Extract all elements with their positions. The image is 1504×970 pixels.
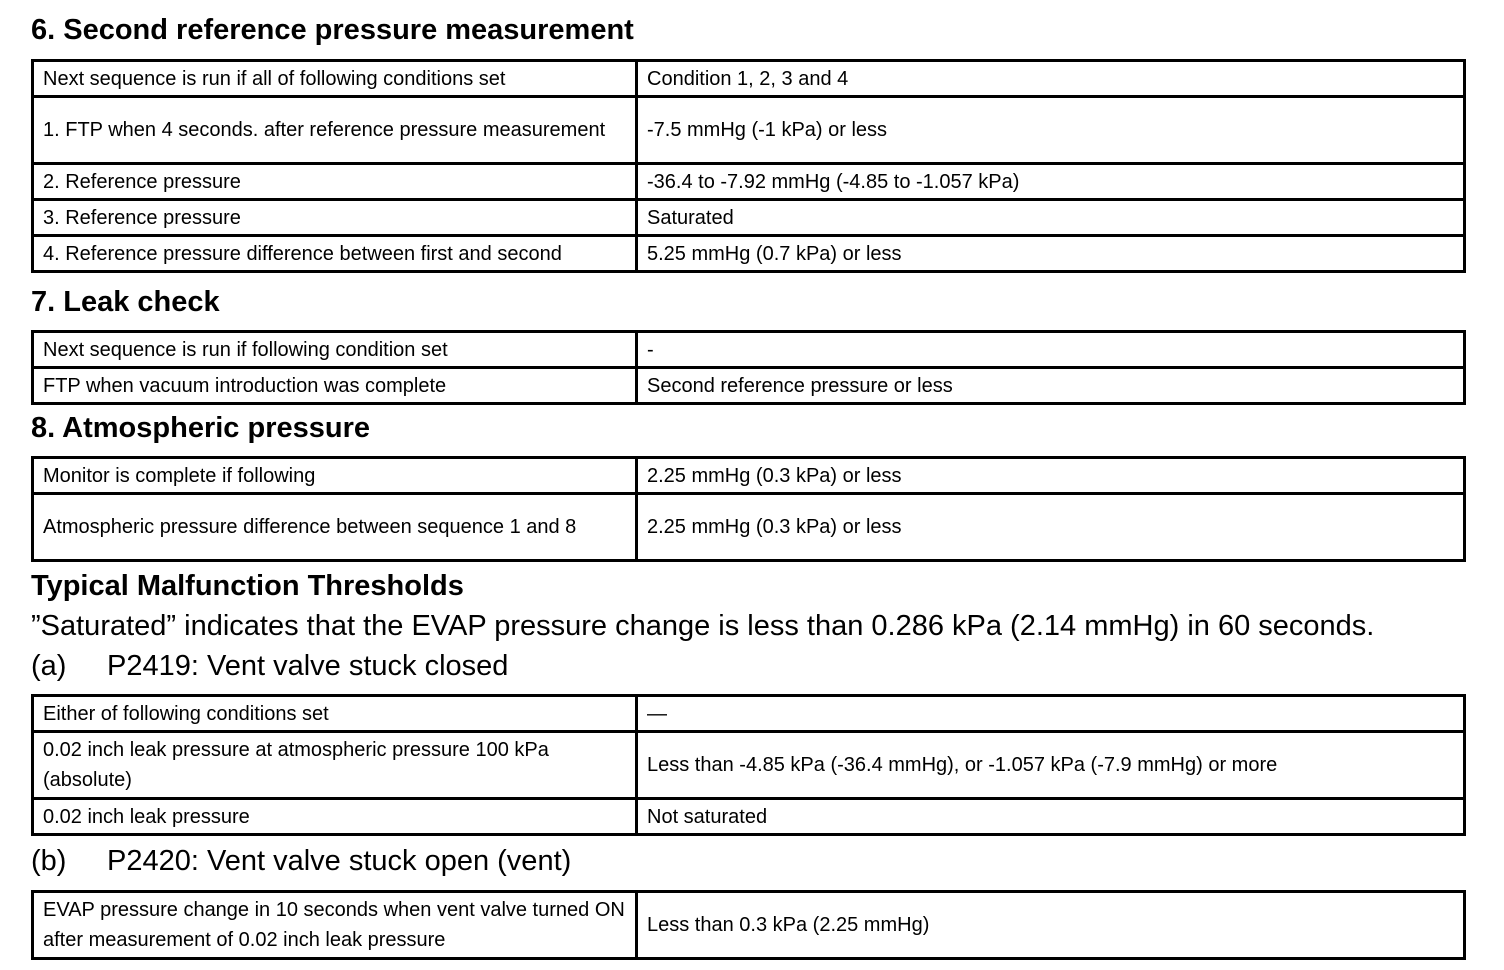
subsection-b-title [31, 846, 571, 876]
condition-cell: Next sequence is run if following condition set [33, 332, 637, 368]
value-cell: -36.4 to -7.92 mmHg (-4.85 to -1.057 kPa) [637, 164, 1465, 200]
condition-cell: 3. Reference pressure [33, 200, 637, 236]
condition-cell: Monitor is complete if following [33, 458, 637, 494]
saturated-note: ”Saturated” indicates that the EVAP pressure change is less than 0.286 kPa (2.14 mmHg) in 60 seconds. [31, 610, 1375, 642]
subsection-b-text: P2420: Vent valve stuck open (vent) [107, 845, 572, 877]
table-row [33, 332, 1465, 368]
table-row [33, 200, 1465, 236]
value-cell: -7.5 mmHg (-1 kPa) or less [637, 97, 1465, 164]
condition-cell: 4. Reference pressure difference between first and second [33, 236, 637, 272]
condition-cell: Either of following conditions set [33, 696, 637, 732]
condition-cell: 1. FTP when 4 seconds. after reference pressure measurement [33, 97, 637, 164]
condition-cell: Atmospheric pressure difference between sequence 1 and 8 [33, 494, 637, 561]
table-row [33, 494, 1465, 561]
value-cell: 2.25 mmHg (0.3 kPa) or less [637, 458, 1465, 494]
section-8-table [31, 456, 1466, 562]
condition-cell: 2. Reference pressure [33, 164, 637, 200]
value-cell: Not saturated [637, 799, 1465, 835]
value-cell: Less than -4.85 kPa (-36.4 mmHg), or -1.057 kPa (-7.9 mmHg) or more [637, 732, 1465, 799]
condition-cell: EVAP pressure change in 10 seconds when vent valve turned ON after measurement of 0.02 inch leak pressure [33, 892, 637, 959]
table-row [33, 236, 1465, 272]
table-row [33, 892, 1465, 959]
table-row [33, 164, 1465, 200]
table-row [33, 458, 1465, 494]
section-8-heading: 8. Atmospheric pressure [31, 412, 370, 444]
value-cell: - [637, 332, 1465, 368]
value-cell: Second reference pressure or less [637, 368, 1465, 404]
table-row [33, 97, 1465, 164]
table-row [33, 799, 1465, 835]
thresholds-heading: Typical Malfunction Thresholds [31, 570, 464, 602]
condition-cell: 0.02 inch leak pressure at atmospheric pressure 100 kPa (absolute) [33, 732, 637, 799]
value-cell: 2.25 mmHg (0.3 kPa) or less [637, 494, 1465, 561]
section-7-table [31, 330, 1466, 405]
subsection-b-table [31, 890, 1466, 960]
subsection-a-label: (a) [31, 650, 67, 682]
table-row [33, 61, 1465, 97]
section-7-heading: 7. Leak check [31, 286, 220, 318]
subsection-a-text: P2419: Vent valve stuck closed [107, 650, 509, 682]
condition-cell: FTP when vacuum introduction was complete [33, 368, 637, 404]
subsection-a-table [31, 694, 1466, 836]
condition-cell: 0.02 inch leak pressure [33, 799, 637, 835]
subsection-a-title [31, 651, 508, 681]
value-cell: Saturated [637, 200, 1465, 236]
table-row [33, 368, 1465, 404]
condition-cell: Next sequence is run if all of following conditions set [33, 61, 637, 97]
table-row [33, 732, 1465, 799]
section-6-table [31, 59, 1466, 273]
value-cell: Less than 0.3 kPa (2.25 mmHg) [637, 892, 1465, 959]
subsection-b-label: (b) [31, 845, 67, 877]
value-cell: 5.25 mmHg (0.7 kPa) or less [637, 236, 1465, 272]
value-cell: — [637, 696, 1465, 732]
table-row [33, 696, 1465, 732]
section-6-heading: 6. Second reference pressure measurement [31, 14, 634, 46]
value-cell: Condition 1, 2, 3 and 4 [637, 61, 1465, 97]
